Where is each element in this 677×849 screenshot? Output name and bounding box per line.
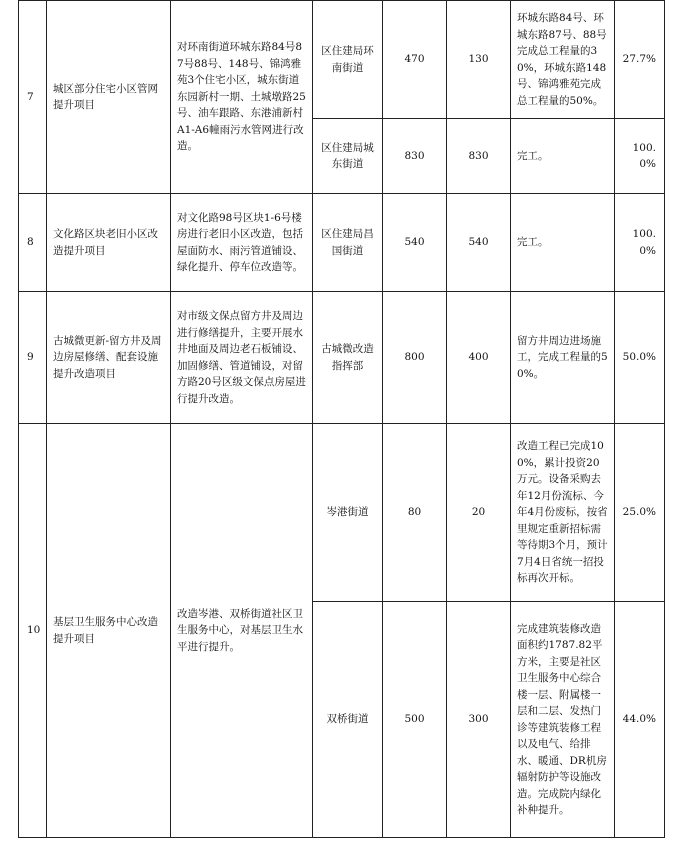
completion-rate: 50.0% xyxy=(615,292,665,424)
completion-rate: 25.0% xyxy=(615,424,665,602)
responsible-unit: 古城微改造指挥部 xyxy=(313,292,383,424)
project-description: 对环南街道环城东路84号87号88号、148号、锦鸿雅苑3个住宅小区，城东街道东园新村一期、土城墩路25号、油车跟路、东港浦新村A1-A6幢雨污水管网进行改造。 xyxy=(171,1,313,194)
project-description: 对文化路98号区块1-6号楼房进行老旧小区改造，包括屋面防水、雨污管道铺设、绿化提升、停车位改造等。 xyxy=(171,194,313,292)
completion-rate: 100.0% xyxy=(615,119,665,194)
table-row xyxy=(19,424,665,602)
responsible-unit: 区住建局环南街道 xyxy=(313,1,383,119)
row-number: 8 xyxy=(19,194,47,292)
completed-investment: 830 xyxy=(447,119,511,194)
row-number: 7 xyxy=(19,1,47,194)
progress-description: 改造工程已完成100%，累计投资20万元。设备采购去年12月份流标、今年4月份废标，按省里规定重新招标需等待期3个月，预计7月4日省统一招投标再次开标。 xyxy=(511,424,615,602)
table-row xyxy=(19,194,665,292)
planned-investment: 500 xyxy=(383,602,447,838)
progress-description: 完工。 xyxy=(511,119,615,194)
planned-investment: 540 xyxy=(383,194,447,292)
row-number: 10 xyxy=(19,424,47,838)
completed-investment: 130 xyxy=(447,1,511,119)
project-name: 古城微更新-留方井及周边房屋修缮、配套设施提升改造项目 xyxy=(47,292,171,424)
project-name: 基层卫生服务中心改造提升项目 xyxy=(47,424,171,838)
progress-description: 留方井周边进场施工，完成工程量的50%。 xyxy=(511,292,615,424)
completed-investment: 20 xyxy=(447,424,511,602)
completion-rate: 100.0% xyxy=(615,194,665,292)
project-description: 改造岑港、双桥街道社区卫生服务中心，对基层卫生水平进行提升。 xyxy=(171,424,313,838)
table-row xyxy=(19,1,665,119)
completed-investment: 540 xyxy=(447,194,511,292)
planned-investment: 800 xyxy=(383,292,447,424)
responsible-unit: 双桥街道 xyxy=(313,602,383,838)
planned-investment: 830 xyxy=(383,119,447,194)
completion-rate: 44.0% xyxy=(615,602,665,838)
project-name: 文化路区块老旧小区改造提升项目 xyxy=(47,194,171,292)
progress-description: 完成建筑装修改造面积约1787.82平方米，主要是社区卫生服务中心综合楼一层、附属楼一层和二层、发热门诊等建筑装修工程以及电气、给排水、暖通、DR机房辐射防护等设施改造。完成院内绿化补种提升。 xyxy=(511,602,615,838)
project-description: 对市级文保点留方井及周边进行修缮提升，主要开展水井地面及周边老石板铺设、加固修缮、管道铺设，对留方路20号区级文保点房屋进行提升改造。 xyxy=(171,292,313,424)
progress-description: 环城东路84号、环城东路87号、88号完成总工程量的30%，环城东路148号、锦鸿雅苑完成总工程量的50%。 xyxy=(511,1,615,119)
progress-description: 完工。 xyxy=(511,194,615,292)
project-progress-table xyxy=(18,0,665,838)
table-row xyxy=(19,292,665,424)
planned-investment: 80 xyxy=(383,424,447,602)
row-number: 9 xyxy=(19,292,47,424)
completed-investment: 400 xyxy=(447,292,511,424)
responsible-unit: 区住建局昌国街道 xyxy=(313,194,383,292)
responsible-unit: 区住建局城东街道 xyxy=(313,119,383,194)
completed-investment: 300 xyxy=(447,602,511,838)
project-name: 城区部分住宅小区管网提升项目 xyxy=(47,1,171,194)
planned-investment: 470 xyxy=(383,1,447,119)
responsible-unit: 岑港街道 xyxy=(313,424,383,602)
completion-rate: 27.7% xyxy=(615,1,665,119)
